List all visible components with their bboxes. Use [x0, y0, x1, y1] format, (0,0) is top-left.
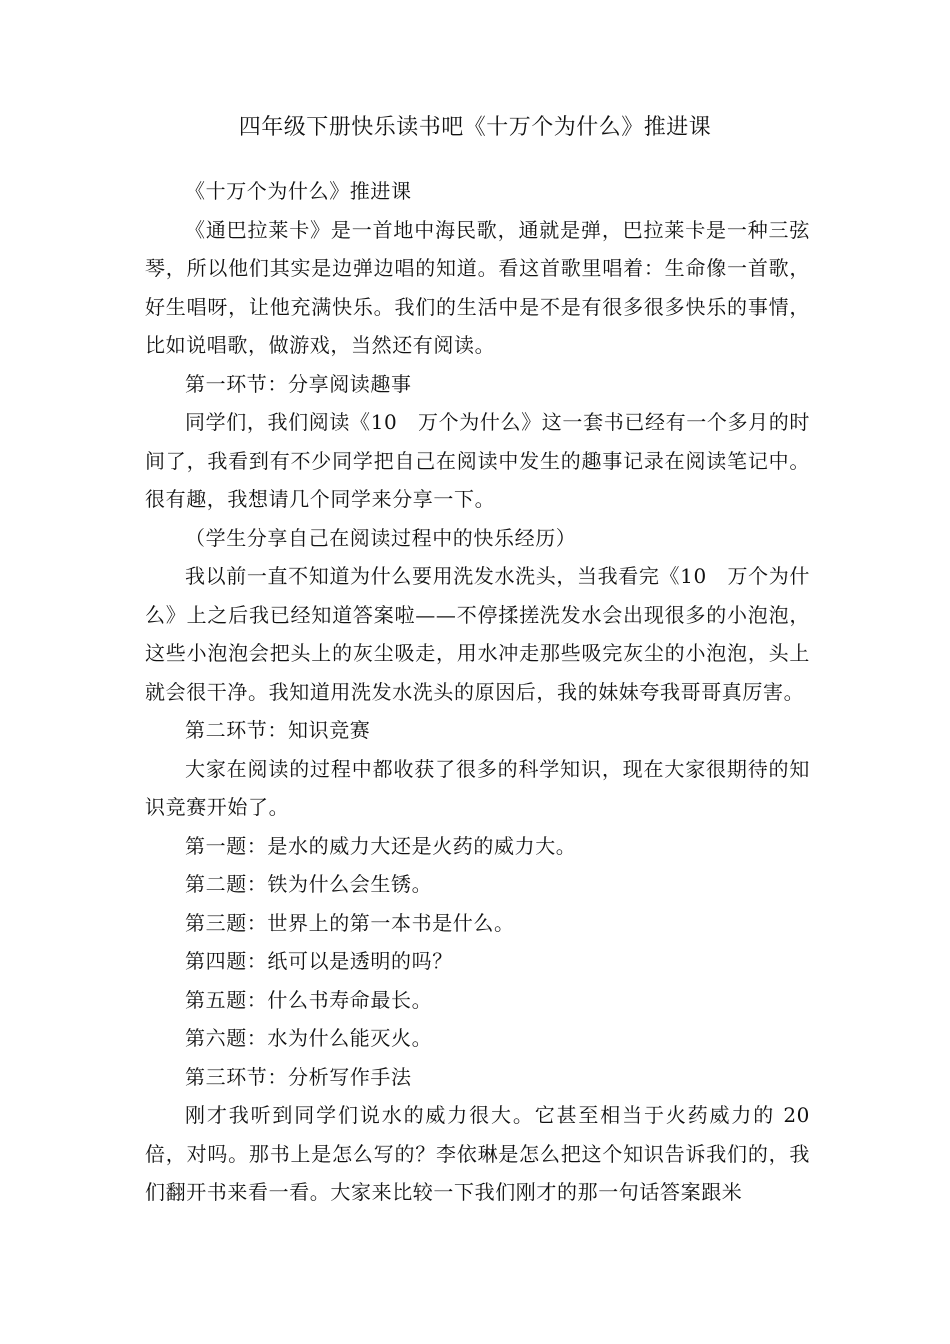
question-3: 第三题：世界上的第一本书是什么。 — [185, 910, 515, 935]
question-4: 第四题：纸可以是透明的吗？ — [185, 949, 453, 973]
question-6: 第六题：水为什么能灭火。 — [185, 1026, 433, 1050]
question-5: 第五题：什么书寿命最长。 — [185, 987, 433, 1012]
section-1-paragraph: 同学们，我们阅读《10 万个为什么》这一套书已经有一个多月的时间了，我看到有不少同学把自己在阅读中发生的趣事记录在阅读笔记中。很有趣，我想请几个同学来分享一下。 — [145, 410, 810, 511]
section-heading-1: 第一环节：分享阅读趣事 — [185, 371, 412, 396]
stage-direction: （学生分享自己在阅读过程中的快乐经历） — [185, 525, 577, 550]
question-2: 第二题：铁为什么会生锈。 — [185, 872, 433, 896]
subtitle-paragraph: 《十万个为什么》推进课 — [185, 179, 412, 203]
document-title: 四年级下册快乐读书吧《十万个为什么》推进课 — [238, 115, 712, 140]
section-3-paragraph: 刚才我听到同学们说水的威力很大。它甚至相当于火药威力的 20倍，对吗。那书上是怎么写的？李依琳是怎么把这个知识告诉我们的，我们翻开书来看一看。大家来比较一下我们刚才的那一句话答案跟米 — [145, 1103, 810, 1204]
section-2-paragraph: 大家在阅读的过程中都收获了很多的科学知识，现在大家很期待的知识竞赛开始了。 — [145, 756, 810, 819]
document-body — [145, 172, 810, 1212]
student-share-paragraph: 我以前一直不知道为什么要用洗发水洗头，当我看完《10 万个为什么》上之后我已经知道答案啦——不停揉搓洗发水会出现很多的小泡泡，这些小泡泡会把头上的灰尘吸走，用水冲走那些吸完灰尘的小泡泡，头上就会很干净。我知道用洗发水洗头的原因后，我的妹妹夸我哥哥真厉害。 — [145, 564, 810, 704]
section-heading-3: 第三环节：分析写作手法 — [185, 1064, 412, 1089]
question-1: 第一题：是水的威力大还是火药的威力大。 — [185, 833, 577, 858]
section-heading-2: 第二环节：知识竞赛 — [185, 718, 371, 742]
intro-paragraph: 《通巴拉莱卡》是一首地中海民歌，通就是弹，巴拉莱卡是一种三弦琴，所以他们其实是边弹边唱的知道。看这首歌里唱着：生命像一首歌，好生唱呀，让他充满快乐。我们的生活中是不是有很多很多快乐的事情，比如说唱歌，做游戏，当然还有阅读。 — [145, 217, 810, 357]
